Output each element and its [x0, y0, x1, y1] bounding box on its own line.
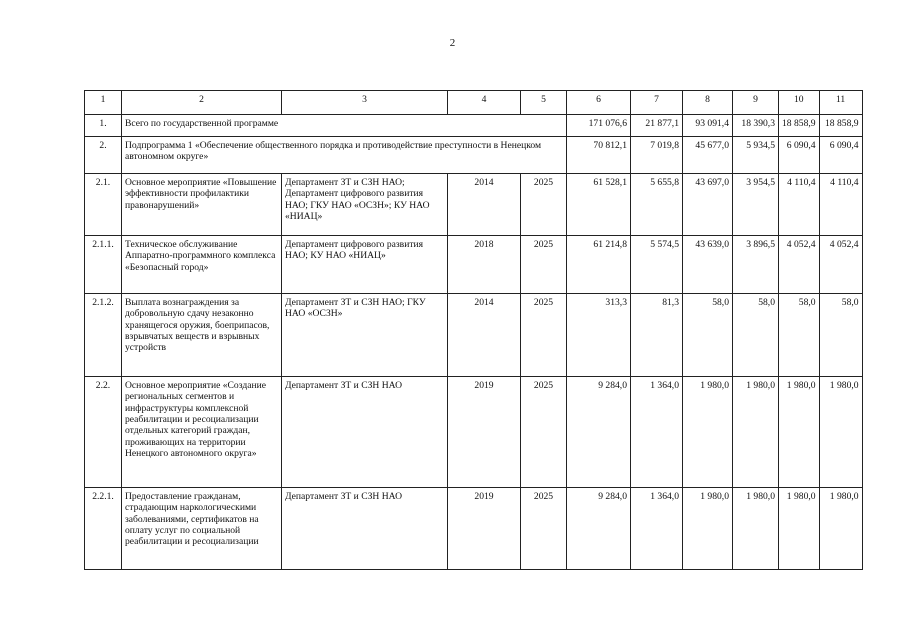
- end-year: 2025: [521, 294, 567, 377]
- total-row: [85, 115, 863, 137]
- value-cell: 1 980,0: [779, 488, 820, 570]
- value-cell: 61 528,1: [567, 174, 631, 236]
- measure-row: [85, 294, 863, 377]
- executor: Департамент ЗТ и СЗН НАО: [282, 377, 448, 488]
- value-cell: 9 284,0: [567, 377, 631, 488]
- start-year: 2019: [448, 377, 521, 488]
- row-number: 2.1.: [85, 174, 122, 236]
- value-cell: 18 390,3: [733, 115, 779, 137]
- column-header: 11: [819, 91, 862, 115]
- end-year: 2025: [521, 488, 567, 570]
- measure-name: Выплата вознаграждения за добровольную сдачу незаконно хранящегося оружия, боеприпасов, взрывчатых веществ и взрывных устройств: [122, 294, 282, 377]
- value-cell: 58,0: [819, 294, 862, 377]
- value-cell: 1 980,0: [779, 377, 820, 488]
- row-number: 2.2.1.: [85, 488, 122, 570]
- value-cell: 1 980,0: [819, 488, 862, 570]
- executor: Департамент ЗТ и СЗН НАО; Департамент цифрового развития НАО; ГКУ НАО «ОСЗН»; КУ НАО «НИАЦ»: [282, 174, 448, 236]
- measure-row: [85, 174, 863, 236]
- measure-name: Техническое обслуживание Аппаратно-программного комплекса «Безопасный город»: [122, 236, 282, 294]
- value-cell: 7 019,8: [631, 137, 683, 174]
- value-cell: 81,3: [631, 294, 683, 377]
- value-cell: 58,0: [683, 294, 733, 377]
- value-cell: 4 110,4: [819, 174, 862, 236]
- start-year: 2019: [448, 488, 521, 570]
- value-cell: 43 697,0: [683, 174, 733, 236]
- column-header: 9: [733, 91, 779, 115]
- start-year: 2018: [448, 236, 521, 294]
- measure-row: [85, 377, 863, 488]
- measure-row: [85, 488, 863, 570]
- column-header: 5: [521, 91, 567, 115]
- value-cell: 1 364,0: [631, 377, 683, 488]
- column-header: 1: [85, 91, 122, 115]
- value-cell: 61 214,8: [567, 236, 631, 294]
- column-header: 2: [122, 91, 282, 115]
- row-number: 1.: [85, 115, 122, 137]
- measure-row: [85, 236, 863, 294]
- value-cell: 4 110,4: [779, 174, 820, 236]
- value-cell: 58,0: [733, 294, 779, 377]
- value-cell: 5 934,5: [733, 137, 779, 174]
- column-header: 10: [779, 91, 820, 115]
- measure-name: Основное мероприятие «Создание региональных сегментов и инфраструктуры комплексной реабилитации и ресоциализации отдельных категорий граждан, проживающих на территории Ненецкого автономного округа»: [122, 377, 282, 488]
- value-cell: 1 980,0: [683, 377, 733, 488]
- value-cell: 93 091,4: [683, 115, 733, 137]
- measure-name: Основное мероприятие «Повышение эффективности профилактики правонарушений»: [122, 174, 282, 236]
- value-cell: 9 284,0: [567, 488, 631, 570]
- value-cell: 70 812,1: [567, 137, 631, 174]
- measure-name: Предоставление гражданам, страдающим наркологическими заболеваниями, сертификатов на оплату услуг по социальной реабилитации и ресоциализации: [122, 488, 282, 570]
- column-header: 7: [631, 91, 683, 115]
- value-cell: 1 980,0: [733, 377, 779, 488]
- end-year: 2025: [521, 236, 567, 294]
- value-cell: 21 877,1: [631, 115, 683, 137]
- start-year: 2014: [448, 174, 521, 236]
- column-header: 4: [448, 91, 521, 115]
- value-cell: 171 076,6: [567, 115, 631, 137]
- value-cell: 45 677,0: [683, 137, 733, 174]
- start-year: 2014: [448, 294, 521, 377]
- value-cell: 4 052,4: [779, 236, 820, 294]
- executor: Департамент цифрового развития НАО; КУ НАО «НИАЦ»: [282, 236, 448, 294]
- row-number: 2.1.1.: [85, 236, 122, 294]
- page-number: 2: [449, 37, 456, 49]
- value-cell: 18 858,9: [819, 115, 862, 137]
- row-name: Подпрограмма 1 «Обеспечение общественного порядка и противодействие преступности в Ненецком автономном округе»: [122, 137, 567, 174]
- column-header: 8: [683, 91, 733, 115]
- value-cell: 1 980,0: [683, 488, 733, 570]
- row-name: Всего по государственной программе: [122, 115, 567, 137]
- end-year: 2025: [521, 377, 567, 488]
- value-cell: 1 364,0: [631, 488, 683, 570]
- row-number: 2.1.2.: [85, 294, 122, 377]
- row-number: 2.: [85, 137, 122, 174]
- value-cell: 3 954,5: [733, 174, 779, 236]
- value-cell: 5 574,5: [631, 236, 683, 294]
- value-cell: 58,0: [779, 294, 820, 377]
- column-header: 6: [567, 91, 631, 115]
- executor: Департамент ЗТ и СЗН НАО: [282, 488, 448, 570]
- end-year: 2025: [521, 174, 567, 236]
- subprogram-row: [85, 137, 863, 174]
- value-cell: 3 896,5: [733, 236, 779, 294]
- value-cell: 6 090,4: [819, 137, 862, 174]
- value-cell: 43 639,0: [683, 236, 733, 294]
- column-header: 3: [282, 91, 448, 115]
- value-cell: 4 052,4: [819, 236, 862, 294]
- value-cell: 18 858,9: [779, 115, 820, 137]
- value-cell: 1 980,0: [819, 377, 862, 488]
- value-cell: 6 090,4: [779, 137, 820, 174]
- program-funding-table: [84, 90, 863, 570]
- value-cell: 313,3: [567, 294, 631, 377]
- header-row: [85, 91, 863, 115]
- value-cell: 5 655,8: [631, 174, 683, 236]
- row-number: 2.2.: [85, 377, 122, 488]
- executor: Департамент ЗТ и СЗН НАО; ГКУ НАО «ОСЗН»: [282, 294, 448, 377]
- value-cell: 1 980,0: [733, 488, 779, 570]
